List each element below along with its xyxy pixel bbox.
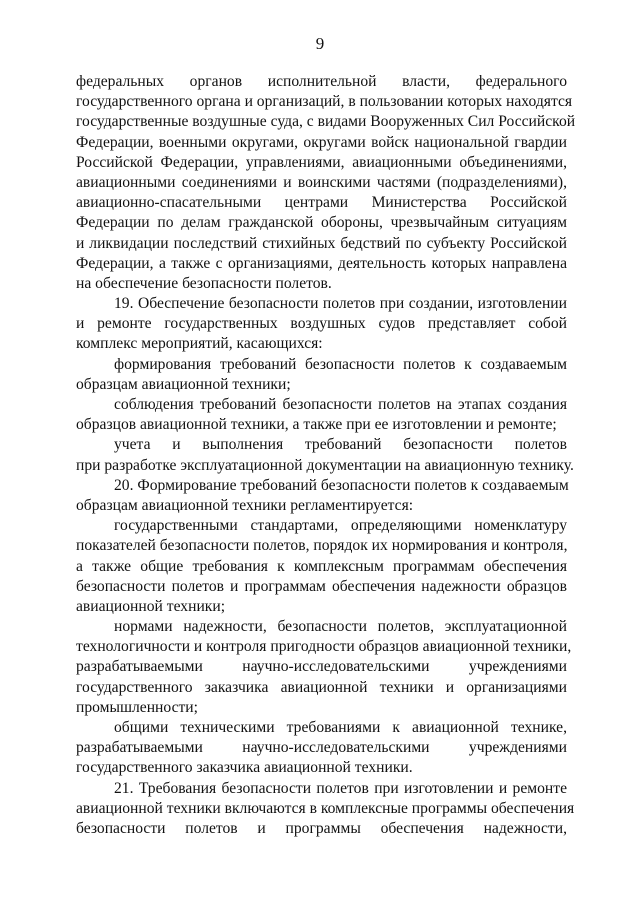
- text-line: Российской Федерации, управлениями, авиационными объединениями,: [76, 153, 567, 171]
- text-line: федеральных органов исполнительной власти, федерального: [76, 73, 567, 90]
- text-line: на обеспечение безопасности полетов.: [76, 274, 332, 292]
- text-line: государственными стандартами, определяющими номенклатуру: [114, 517, 567, 535]
- text-line: безопасности полетов и программам обеспечения надежности образцов: [76, 577, 567, 595]
- document-body: [76, 72, 576, 839]
- text-line: и ликвидации последствий стихийных бедствий по субъекту Российской: [76, 234, 567, 252]
- text-line: Федерации по делам гражданской обороны, чрезвычайным ситуациям: [76, 214, 567, 232]
- text-line: и ремонте государственных воздушных судов представляет собой: [76, 315, 567, 333]
- text-line: авиационно-спасательными центрами Министерства Российской: [76, 194, 567, 212]
- text-line: нормами надежности, безопасности полетов, эксплуатационной: [114, 618, 567, 636]
- text-line: общими техническими требованиями к авиационной технике,: [114, 719, 567, 736]
- text-line: государственные воздушные суда, с видами Вооруженных Сил Российской: [76, 113, 576, 131]
- text-line: образцов авиационной техники, а также при ее изготовлении и ремонте;: [76, 416, 557, 434]
- text-line: авиационными соединениями и воинскими частями (подразделениями),: [76, 173, 567, 191]
- text-line: разрабатываемыми научно-исследовательскими учреждениями: [76, 658, 567, 676]
- text-line: 20. Формирование требований безопасности полетов к создаваемым: [114, 476, 569, 494]
- text-line: разрабатываемыми научно-исследовательскими учреждениями: [76, 739, 567, 757]
- text-line: образцам авиационной техники;: [76, 375, 291, 393]
- text-line: учета и выполнения требований безопасности полетов: [114, 436, 567, 454]
- text-line: образцам авиационной техники регламентируется:: [76, 496, 414, 514]
- text-line: промышленности;: [76, 698, 198, 716]
- text-line: государственного заказчика авиационной техники и организациями: [76, 678, 567, 696]
- text-line: при разработке эксплуатационной документации на авиационную технику.: [76, 456, 574, 474]
- text-line: комплекс мероприятий, касающихся:: [76, 335, 323, 353]
- text-line: Федерации, военными округами, округами войск национальной гвардии: [76, 133, 567, 151]
- text-line: 19. Обеспечение безопасности полетов при создании, изготовлении: [114, 295, 567, 313]
- text-line: авиационной техники включаются в комплексные программы обеспечения: [76, 799, 575, 817]
- text-line: безопасности полетов и программы обеспечения надежности,: [76, 819, 567, 837]
- text-line: показателей безопасности полетов, порядок их нормирования и контроля,: [76, 537, 568, 555]
- text-line: государственного заказчика авиационной техники.: [76, 759, 413, 777]
- text-line: авиационной техники;: [76, 597, 226, 615]
- text-line: формирования требований безопасности полетов к создаваемым: [114, 355, 567, 373]
- text-line: 21. Требования безопасности полетов при изготовлении и ремонте: [114, 779, 567, 797]
- page-number: 9: [315, 34, 325, 53]
- text-line: соблюдения требований безопасности полетов на этапах создания: [114, 396, 567, 413]
- text-line: технологичности и контроля пригодности образцов авиационной техники,: [76, 638, 572, 656]
- text-line: а также общие требования к комплексным программам обеспечения: [76, 557, 567, 575]
- text-line: Федерации, а также с организациями, деятельность которых направлена: [76, 254, 567, 272]
- text-line: государственного органа и организаций, в пользовании которых находятся: [76, 93, 573, 111]
